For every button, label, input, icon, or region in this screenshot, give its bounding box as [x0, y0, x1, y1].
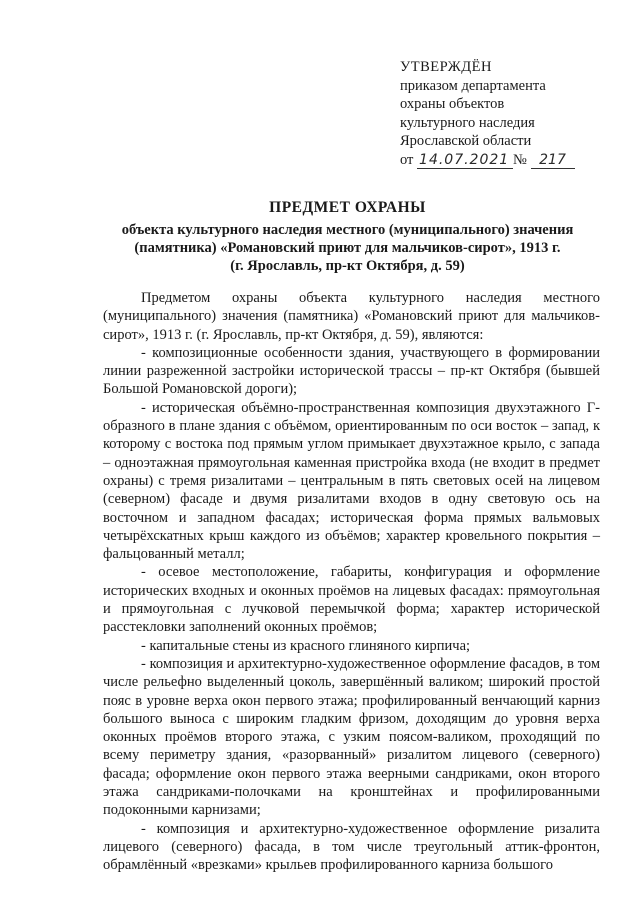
handwritten-number: 217 — [531, 153, 575, 169]
approval-line: культурного наследия — [400, 114, 535, 131]
approval-line: приказом департамента — [400, 77, 546, 94]
handwritten-date: 14.07.2021 — [417, 153, 513, 169]
list-item: - композиция и архитектурно-художественное оформление фасадов, в том числе рельефно выделенный цоколь, завершённый валиком; широкий простой пояс в уровне верха окон первого этажа; профилированный венчающий карниз большого выноса с широким гладким фризом, доходящим до уровня верха оконных проёмов второго этажа, с узким поясом-валиком, проходящий по всему периметру здания, «разорванный» ризалитом лицевого (северного) фасада; оформление окон первого этажа веерными сандриками, окон второго этажа сандриками-полочками на кронштейнах и профилированными подоконными карнизами; — [103, 655, 600, 819]
approval-heading: УТВЕРЖДЁН — [400, 59, 492, 75]
title-main: ПРЕДМЕТ ОХРАНЫ — [269, 199, 426, 216]
title-line: (г. Ярославль, пр-кт Октября, д. 59) — [230, 258, 465, 274]
approval-stamp — [400, 58, 600, 169]
title-line: объекта культурного наследия местного (муниципального) значения — [121, 222, 574, 238]
list-item: - капитальные стены из красного глиняного кирпича; — [141, 637, 471, 654]
approval-line: Ярославской области — [400, 133, 532, 149]
number-sign: № — [513, 151, 527, 168]
list-item: - композиция и архитектурно-художественное оформление ризалита лицевого (северного) фасада, в том числе треугольный аттик-фронтон, обрамлённый «врезками» крыльев профилированного карниза большого — [103, 820, 600, 874]
approval-date-line — [400, 151, 600, 170]
date-prefix: от — [400, 151, 414, 168]
approval-line: охраны объектов — [400, 96, 505, 112]
list-item: - композиционные особенности здания, участвующего в формировании линии разреженной застройки исторической трассы – пр-кт Октября (бывшей Большой Романовской дороги); — [103, 344, 600, 398]
list-item: - историческая объёмно-пространственная композиция двухэтажного Г-образного в плане здания с объёмом, ориентированным по оси восток – запад, к которому с востока под прямым углом примыкает двухэтажное крыло, с запада – одноэтажная прямоугольная каменная пристройка входа (не входит в предмет охраны) с тремя ризалитами – центральным в пять световых осей на лицевом (северном) фасаде и двумя ризалитами входов в одну световую ось на восточном и западном фасадах; историческая форма прямых вальмовых четырёхскатных крыш каждого из объёмов; характер кровельного покрытия – фальцованный металл; — [103, 399, 600, 563]
intro-paragraph: Предметом охраны объекта культурного наследия местного (муниципального) значения (памятника) «Романовский приют для мальчиков-сирот», 1913 г. (г. Ярославль, пр-кт Октября, д. 59), являются: — [103, 290, 600, 343]
document-title — [95, 199, 600, 275]
title-line: (памятника) «Романовский приют для мальчиков-сирот», 1913 г. — [134, 240, 561, 256]
list-item: - осевое местоположение, габариты, конфигурация и оформление исторических входных и оконных проёмов на лицевых фасадах: прямоугольная и прямоугольная с лучковой перемычкой форма; характер исторической расстекловки заполнений оконных проёмов; — [103, 564, 600, 636]
document-body — [103, 289, 600, 875]
